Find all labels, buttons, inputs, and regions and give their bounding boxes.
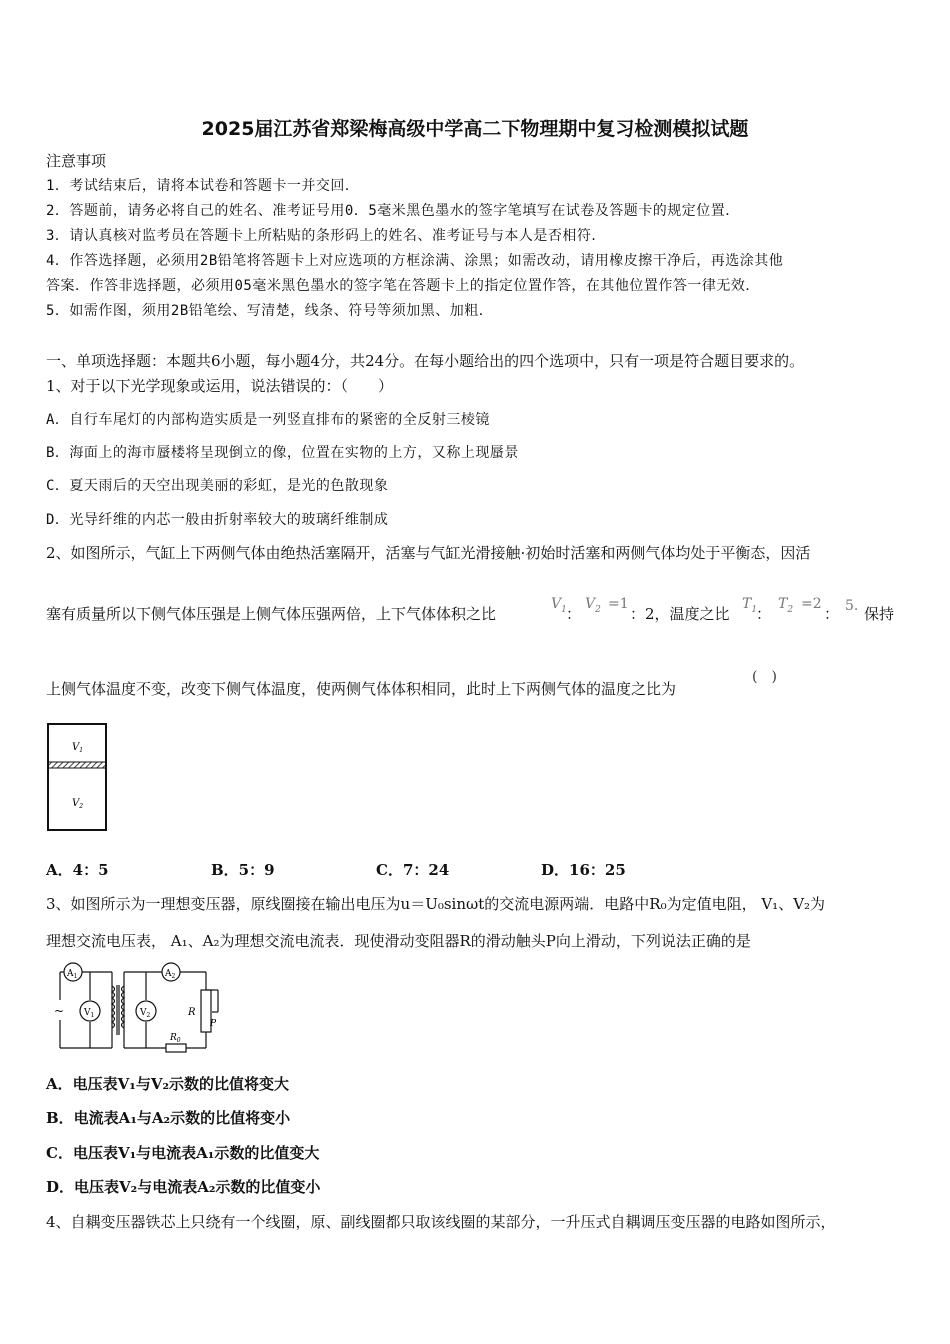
math-colon: ：: [756, 605, 772, 623]
label-v1: $V_1$: [72, 742, 84, 754]
math-v1: $V_1$: [551, 596, 567, 615]
question-2-text: 塞有质量所以下侧气体压强是上侧气体压强两倍，上下气体体积之比: [46, 605, 497, 623]
label-r: R: [188, 1007, 196, 1018]
question-2-text: ：2，温度之比: [630, 605, 730, 623]
piston: [48, 762, 106, 768]
question-3-option-d: D．电压表V₂与电流表A₂示数的比值变小: [46, 1178, 321, 1196]
question-2-option-a: A．4：5: [46, 861, 109, 879]
math-colon: ：: [824, 605, 840, 623]
question-1-stem: 1、对于以下光学现象或运用，说法错误的：（ ）: [46, 377, 394, 395]
question-2-text: 保持: [864, 605, 895, 623]
section-heading: 一、单项选择题：本题共6小题，每小题4分，共24分。在每小题给出的四个选项中，只有一项是符合题目要求的。: [46, 352, 805, 370]
answer-paren: ( ): [752, 669, 777, 685]
question-1-option-d: D．光导纤维的内芯一般由折射率较大的玻璃纤维制成: [46, 512, 389, 528]
label-a2: $A_2$: [165, 969, 176, 980]
question-1-option-b: B．海面上的海市蜃楼将呈现倒立的像，位置在实物的上方，又称上现蜃景: [46, 445, 519, 461]
ac-source-symbol: ~: [54, 1004, 65, 1018]
question-3-option-b: B．电流表A₁与A₂示数的比值将变小: [46, 1109, 291, 1127]
label-a1: $A_1$: [67, 969, 78, 980]
question-2-line-2: [46, 604, 496, 624]
math-v2: $V_2$: [585, 596, 601, 615]
notice-item: 1．考试结束后，请将本试卷和答题卡一并交回．: [46, 178, 360, 194]
label-v2: $V_2$: [72, 798, 84, 810]
notice-item: 2．答题前，请务必将自己的姓名、准考证号用0．5毫米黑色墨水的签字笔填写在试卷及答题卡的规定位置．: [46, 203, 740, 219]
question-3-option-a: A．电压表V₁与V₂示数的比值将变大: [46, 1075, 290, 1093]
transformer-circuit-figure: [46, 960, 226, 1060]
resistor-r0: [166, 1044, 186, 1052]
label-r0: $R_0$: [170, 1033, 181, 1044]
question-2-options: [46, 860, 706, 880]
notice-heading: 注意事项: [46, 152, 107, 170]
math-five: 5.: [845, 598, 859, 614]
question-1-option-a: A．自行车尾灯的内部构造实质是一列竖直排布的紧密的全反射三棱镜: [46, 412, 490, 428]
question-4-line-1: 4、自耦变压器铁芯上只绕有一个线圈，原、副线圈都只取该线圈的某部分，一升压式自耦调压变压器的电路如图所示，: [46, 1213, 836, 1231]
math-colon: ：: [566, 605, 582, 623]
question-3-line-1: 3、如图所示为一理想变压器，原线圈接在输出电压为u＝U₀sinωt的交流电源两端．电路中R₀为定值电阻， V₁、V₂为: [46, 895, 826, 913]
math-eq2: =2: [801, 596, 822, 612]
label-v2-meter: $V_2$: [140, 1008, 151, 1019]
question-2-line-1: 2、如图所示，气缸上下两侧气体由绝热活塞隔开，活塞与气缸光滑接触·初始时活塞和两侧气体均处于平衡态，因活: [46, 544, 811, 562]
math-t1: $T_1$: [742, 596, 758, 615]
question-1-option-c: C．夏天雨后的天空出现美丽的彩虹，是光的色散现象: [46, 478, 389, 494]
math-eq1: =1: [608, 596, 629, 612]
question-3-line-2: 理想交流电压表， A₁、A₂为理想交流电流表．现使滑动变阻器R的滑动触头P向上滑动，下列说法正确的是: [46, 932, 751, 950]
question-2-option-d: D．16：25: [541, 861, 626, 879]
question-2-line-3: 上侧气体温度不变，改变下侧气体温度，使两侧气体体积相同，此时上下两侧气体的温度之比为: [46, 680, 677, 698]
label-v1-meter: $V_1$: [84, 1008, 95, 1019]
cylinder-outline: [48, 724, 106, 830]
notice-item: 3．请认真核对监考员在答题卡上所粘贴的条形码上的姓名、准考证号与本人是否相符．: [46, 228, 606, 244]
question-2-option-c: C．7：24: [376, 861, 450, 879]
math-t2: $T_2$: [778, 596, 794, 615]
notice-item: 5．如需作图，须用2B铅笔绘、写清楚，线条、符号等须加黑、加粗．: [46, 303, 494, 319]
notice-item: 答案．作答非选择题，必须用05毫米黑色墨水的签字笔在答题卡上的指定位置作答，在其他位置作答一律无效．: [46, 278, 760, 294]
notice-item: 4．作答选择题，必须用2B铅笔将答题卡上对应选项的方框涂满、涂黑；如需改动，请用橡皮擦干净后，再选涂其他: [46, 253, 784, 269]
question-2-option-b: B．5：9: [211, 861, 275, 879]
cylinder-figure: [46, 722, 110, 834]
page-title: 2025届江苏省郑梁梅高级中学高二下物理期中复习检测模拟试题: [201, 118, 749, 140]
label-p: P: [210, 1019, 217, 1029]
question-3-option-c: C．电压表V₁与电流表A₁示数的比值变大: [46, 1144, 320, 1162]
